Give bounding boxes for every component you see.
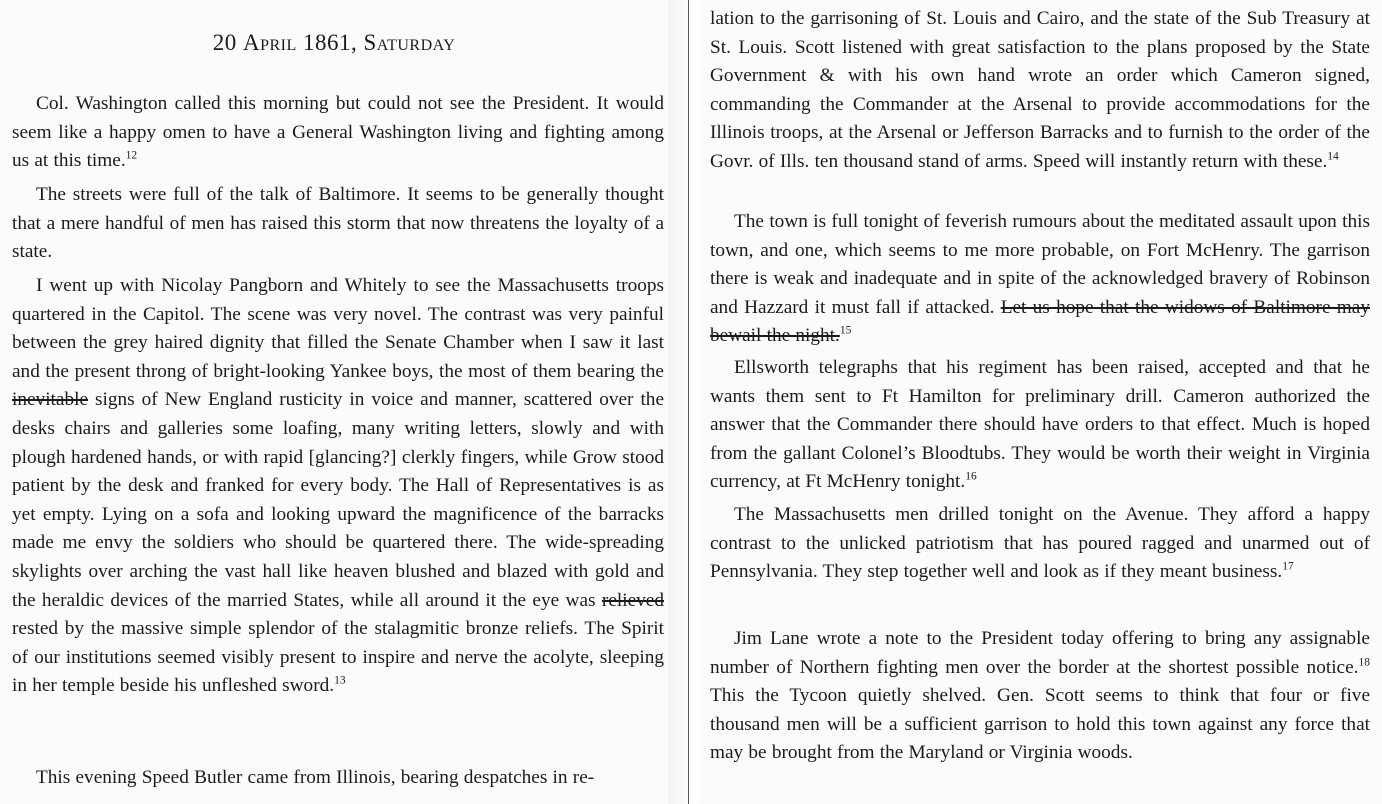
- footnote-ref: 14: [1327, 150, 1339, 163]
- footnote-ref: 15: [839, 324, 852, 337]
- struck-word: inevitable: [12, 389, 89, 411]
- paragraph-text: The Massachusetts men drilled tonight on the Avenue. They afford a happy contrast to the unlicked patriotism that has poured ragged and unarmed out of Pennsylvania. They step together well and look as if they meant business.: [710, 504, 1370, 583]
- title-year: 1861,: [296, 30, 364, 55]
- paragraph-text: Col. Washington called this morning but could not see the President. It would seem like a happy omen to have a General Washington living and fighting among us at this time.: [12, 93, 664, 172]
- left-page: [0, 0, 668, 804]
- entry-title: [0, 30, 668, 56]
- paragraph-text: The town is full tonight of feverish rumours about the meditated assault upon this town, and one, which seems to me more probable, on Fort McHenry. The garrison there is weak and inadequate and in spite of the acknowledged bravery of Robinson and Hazzard it must fall if attacked.: [710, 211, 1370, 318]
- right-paragraph-4: [710, 501, 1370, 587]
- footnote-ref: 16: [965, 470, 977, 483]
- footnote-ref: 12: [125, 149, 138, 162]
- right-paragraph-2: [710, 208, 1370, 351]
- paragraph-text: lation to the garrisoning of St. Louis and Cairo, and the state of the Sub Treasury at St. Louis. Scott listened with great satisfaction to the plans proposed by the State Government & with his own hand wrote an order which Cameron signed, commanding the Commander at the Arsenal to provide accommodations for the Illinois troops, at the Arsenal or Jefferson Barracks and to furnish to the order of the Govr. of Ills. ten thousand stand of arms. Speed will instantly return with these.: [710, 8, 1370, 172]
- title-date: 20: [212, 30, 243, 55]
- paragraph-text: The streets were full of the talk of Baltimore. It seems to be generally thought that a mere handful of men has raised this storm that now threatens the loyalty of a state.: [12, 184, 664, 263]
- right-paragraph-5: [710, 625, 1370, 768]
- right-paragraph-1: [710, 5, 1370, 177]
- paragraph-text: Jim Lane wrote a note to the President today offering to bring any assignable number of Northern fighting men over the border at the shortest possible notice.: [710, 628, 1370, 678]
- paragraph-text: This the Tycoon quietly shelved. Gen. Scott seems to think that four or five thousand men will be a sufficient garrison to hold this town against any force that may be brought from the Maryland or Virginia woods.: [710, 685, 1370, 764]
- left-paragraph-1: [12, 90, 664, 176]
- left-paragraph-3: [12, 272, 664, 701]
- footnote-ref: 13: [334, 674, 346, 687]
- page-gutter: [668, 0, 700, 804]
- paragraph-text: This evening Speed Butler came from Illinois, bearing despatches in re-: [36, 767, 595, 788]
- paragraph-text: Ellsworth telegraphs that his regiment has been raised, accepted and that he wants them sent to Ft Hamilton for preliminary drill. Cameron authorized the answer that the Commander there should have orders to that effect. Much is hoped from the gallant Colonel’s Bloodtubs. They would be worth their weight in Virginia currency, at Ft McHenry tonight.: [710, 357, 1370, 493]
- paragraph-text: signs of New England rusticity in voice and manner, scattered over the desks chairs and galleries some loafing, many writing letters, slowly and with plough hardened hands, or with rapid [glancing?] clerkly fingers, while Grow stood patient by the desk and franked for every body. The Hall of Representatives is as yet empty. Lying on a sofa and looking upward the magnificence of the barracks made me envy the soldiers who should be quartered there. The wide-spreading skylights over arching the vast hall like heaven blushed and blazed with gold and the heraldic devices of the married States, while all around it the eye was: [12, 389, 664, 611]
- right-paragraph-3: [710, 354, 1370, 497]
- page-divider: [688, 0, 689, 804]
- footnote-ref: 17: [1282, 560, 1294, 573]
- struck-word: relieved: [601, 589, 664, 611]
- title-day: Saturday: [363, 30, 456, 55]
- right-page: [700, 0, 1382, 804]
- paragraph-text: I went up with Nicolay Pangborn and Whitely to see the Massachusetts troops quartered in the Capitol. The scene was very novel. The contrast was very painful between the grey haired dignity that filled the Senate Chamber when I saw it last and the present throng of bright-looking Yankee boys, the most of them bearing the: [12, 275, 664, 382]
- paragraph-text: rested by the massive simple splendor of the stalagmitic bronze reliefs. The Spirit of our institutions seemed visibly present to inspire and nerve the acolyte, sleeping in her temple beside his unfleshed sword.: [12, 618, 664, 697]
- left-paragraph-4: [12, 764, 664, 793]
- title-month: April: [242, 30, 297, 55]
- footnote-ref: 18: [1358, 656, 1370, 669]
- struck-sentence: Let us hope that the widows of Baltimore may bewail the night.: [710, 296, 1370, 347]
- left-paragraph-2: [12, 181, 664, 267]
